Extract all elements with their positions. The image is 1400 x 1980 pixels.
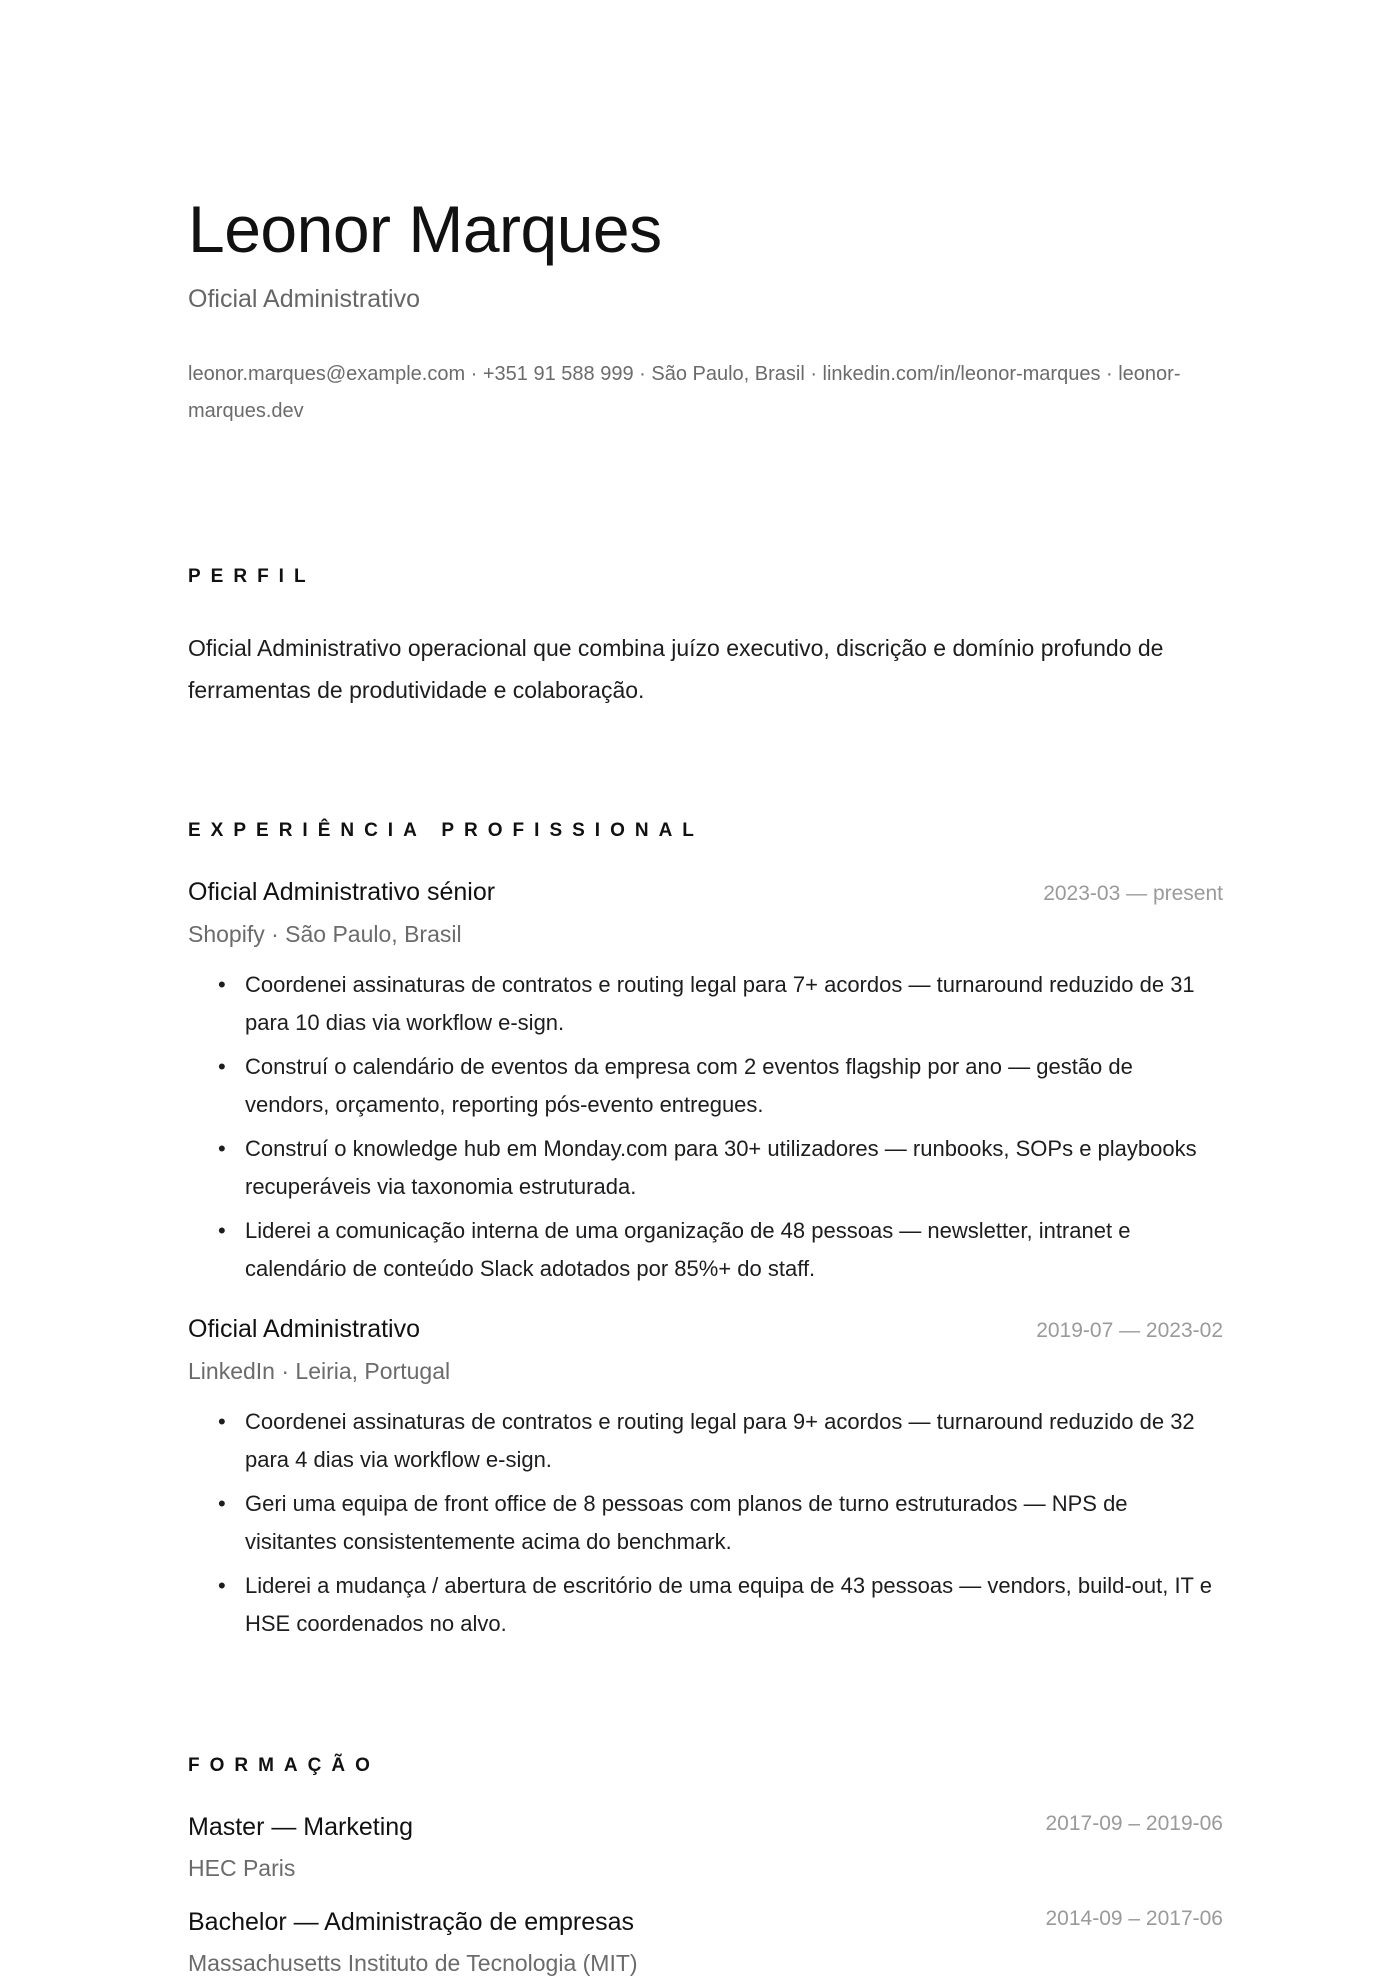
bullet-icon: • bbox=[218, 1136, 226, 1161]
job-bullets bbox=[188, 966, 1223, 1294]
bullet-icon: • bbox=[218, 972, 226, 997]
bullet-text: Coordenei assinaturas de contratos e routing legal para 7+ acordos — turnaround reduzido de 31 para 10 dias via workflow e-sign. bbox=[245, 972, 1195, 1035]
education-entry bbox=[188, 1907, 1223, 1976]
job-bullets bbox=[188, 1403, 1223, 1649]
section-heading-experience: EXPERIÊNCIA PROFISSIONAL bbox=[188, 820, 704, 841]
job-company: Shopify · São Paulo, Brasil bbox=[188, 921, 462, 947]
education-entry bbox=[188, 1812, 1223, 1881]
bullet-icon: • bbox=[218, 1573, 226, 1598]
job-company: LinkedIn · Leiria, Portugal bbox=[188, 1358, 451, 1384]
job-role: Oficial Administrativo bbox=[188, 1315, 421, 1343]
bullet-icon: • bbox=[218, 1054, 226, 1079]
education-degree: Bachelor — Administração de empresas bbox=[188, 1908, 635, 1936]
education-school: HEC Paris bbox=[188, 1855, 296, 1881]
bullet-icon: • bbox=[218, 1218, 226, 1243]
candidate-name: Leonor Marques bbox=[188, 192, 662, 266]
list-item bbox=[188, 1403, 1223, 1479]
section-heading-profile: PERFIL bbox=[188, 566, 316, 587]
education-dates: 2014-09 – 2017-06 bbox=[1045, 1907, 1223, 1930]
job-header bbox=[188, 880, 1223, 920]
bullet-text: Construí o calendário de eventos da empresa com 2 eventos flagship por ano — gestão de vendors, orçamento, reporting pós-evento entregues. bbox=[245, 1054, 1133, 1117]
education-dates: 2017-09 – 2019-06 bbox=[1045, 1812, 1223, 1835]
bullet-text: Liderei a comunicação interna de uma organização de 48 pessoas — newsletter, intranet e calendário de conteúdo Slack adotados por 85%+ do staff. bbox=[245, 1218, 1131, 1281]
list-item bbox=[188, 1048, 1223, 1124]
candidate-title: Oficial Administrativo bbox=[188, 285, 421, 313]
bullet-text: Coordenei assinaturas de contratos e routing legal para 9+ acordos — turnaround reduzido de 32 para 4 dias via workflow e-sign. bbox=[245, 1409, 1195, 1472]
bullet-icon: • bbox=[218, 1491, 226, 1516]
job-role: Oficial Administrativo sénior bbox=[188, 878, 496, 906]
education-header bbox=[188, 1907, 1223, 1950]
job-entry bbox=[188, 878, 1223, 1281]
list-item bbox=[188, 1485, 1223, 1561]
education-degree: Master — Marketing bbox=[188, 1813, 414, 1841]
job-header bbox=[188, 1317, 1223, 1357]
bullet-text: Geri uma equipa de front office de 8 pessoas com planos de turno estruturados — NPS de visitantes consistentemente acima do benchmark. bbox=[245, 1491, 1128, 1554]
contact-line: leonor.marques@example.com · +351 91 588 999 · São Paulo, Brasil · linkedin.com/in/leonor-marques · leonor-marques.dev bbox=[188, 363, 1181, 422]
job-dates: 2023-03 — present bbox=[1043, 882, 1223, 905]
profile-summary: Oficial Administrativo operacional que combina juízo executivo, discrição e domínio profundo de ferramentas de produtividade e colaboração. bbox=[188, 635, 1164, 703]
job-entry bbox=[188, 1315, 1223, 1636]
section-heading-education: FORMAÇÃO bbox=[188, 1755, 380, 1776]
list-item bbox=[188, 966, 1223, 1042]
bullet-text: Construí o knowledge hub em Monday.com para 30+ utilizadores — runbooks, SOPs e playbooks recuperáveis via taxonomia estruturada. bbox=[245, 1136, 1197, 1199]
education-header bbox=[188, 1812, 1223, 1855]
list-item bbox=[188, 1212, 1223, 1288]
list-item bbox=[188, 1130, 1223, 1206]
job-dates: 2019-07 — 2023-02 bbox=[1036, 1319, 1223, 1342]
list-item bbox=[188, 1567, 1223, 1643]
education-school: Massachusetts Instituto de Tecnologia (MIT) bbox=[188, 1950, 638, 1976]
bullet-icon: • bbox=[218, 1409, 226, 1434]
bullet-text: Liderei a mudança / abertura de escritório de uma equipa de 43 pessoas — vendors, build-out, IT e HSE coordenados no alvo. bbox=[245, 1573, 1212, 1636]
